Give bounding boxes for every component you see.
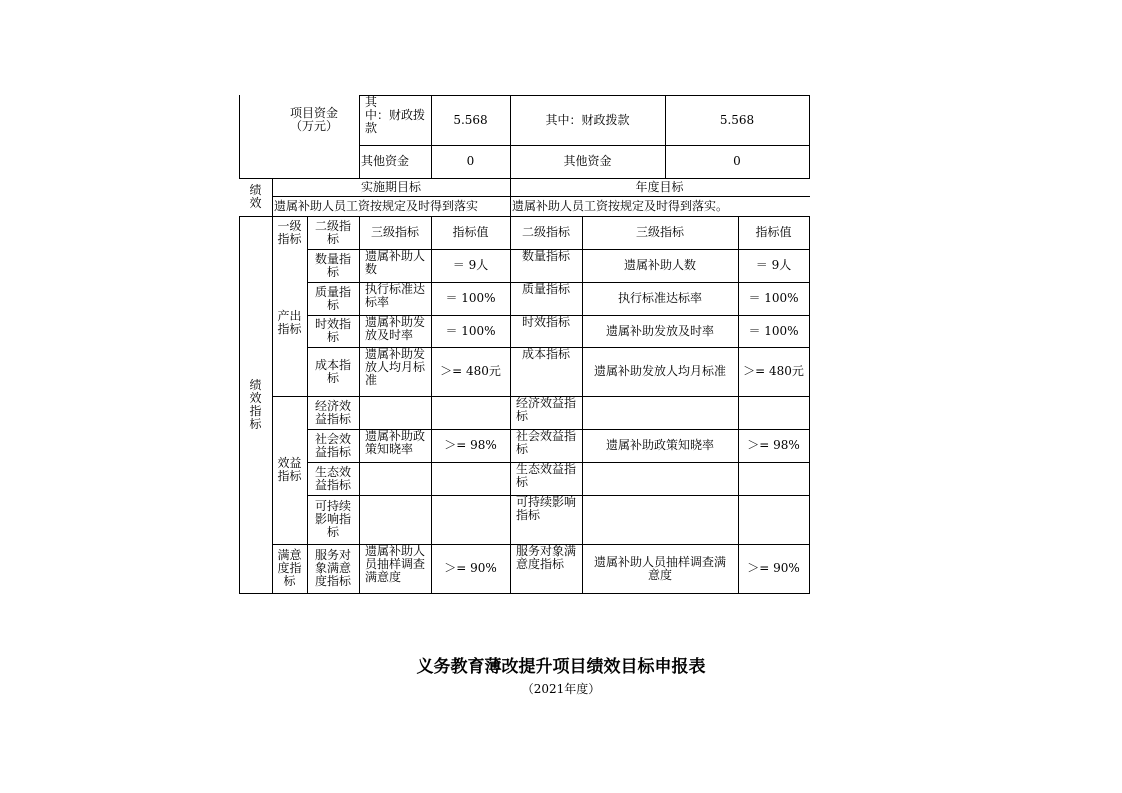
row-level2: 质量指 标 (314, 284, 351, 312)
row-level3-annual: 遗属补助政策知晓率 (605, 438, 714, 452)
indicators-side-label: 绩 效 指 标 (249, 377, 262, 431)
row-value: ＞= 90% (444, 561, 497, 575)
row-value: ＞= 480元 (440, 364, 501, 378)
row-level2: 社会效 益指标 (314, 431, 351, 459)
row-value: ＞= 98% (444, 438, 497, 452)
row-level2-annual: 成本指标 (521, 348, 570, 361)
row-value-annual: ＞= 90% (747, 561, 800, 575)
period-goal-header: 实施期目标 (360, 179, 421, 194)
row-level3-annual (583, 496, 737, 543)
fiscal-value-period: 5.568 (453, 112, 488, 127)
row-level3: 遗属补助发 放及时率 (364, 316, 425, 342)
period-goal-text: 遗属补助人员工资按规定及时得到落实 (274, 198, 479, 213)
row-level2-annual: 经济效益指 标 (515, 397, 576, 423)
row-level2: 生态效 益指标 (314, 464, 351, 492)
satisfaction-indicator-label: 满意 度指 标 (277, 548, 302, 588)
output-indicator-label: 产出 指标 (277, 308, 302, 336)
row-level3-annual (583, 463, 737, 494)
row-value-annual (739, 463, 808, 494)
row-level2-annual: 质量指标 (521, 283, 570, 296)
row-value (432, 496, 509, 543)
other-funds-label-annual: 其他资金 (563, 154, 612, 168)
row-value-annual (739, 496, 808, 543)
row-value-annual: ＝ 9人 (755, 258, 792, 272)
row-level2: 数量指 标 (314, 251, 351, 279)
row-level3-annual: 遗属补助发放及时率 (605, 323, 714, 338)
grid-line (239, 95, 240, 179)
row-value (432, 397, 509, 428)
benefit-indicator-label: 效益 指标 (277, 456, 302, 483)
row-level2: 经济效 益指标 (314, 398, 351, 426)
row-level3: 执行标准达 标率 (364, 283, 425, 309)
annual-goal-text: 遗属补助人员工资按规定及时得到落实。 (512, 198, 729, 213)
value-header: 指标值 (452, 225, 489, 239)
row-value: ＝ 9人 (452, 258, 489, 272)
annual-goal-header: 年度目标 (635, 179, 684, 194)
row-value: ＝ 100% (445, 323, 496, 338)
row-level2-annual: 社会效益指 标 (515, 430, 576, 456)
row-level2: 服务对 象满意 度指标 (314, 548, 351, 588)
row-level2-annual: 生态效益指 标 (515, 463, 576, 489)
fiscal-value-annual: 5.568 (719, 112, 755, 127)
level3-header-annual: 三级指标 (635, 225, 684, 239)
row-level3: 遗属补助政 策知晓率 (364, 430, 425, 456)
grid-line (239, 593, 810, 594)
project-funds-label: 项目资金 （万元） (289, 106, 338, 133)
of-which-fiscal-label: 其 中：财政拨 款 (364, 96, 425, 135)
level1-header: 一级 指标 (277, 218, 302, 246)
grid-line (809, 95, 810, 179)
fiscal-label-annual: 其中：财政拨款 (545, 112, 630, 127)
row-level2: 时效指 标 (314, 317, 351, 344)
other-funds-value-annual: 0 (733, 154, 741, 168)
row-level2-annual: 数量指标 (521, 250, 570, 263)
row-level3-annual: 遗属补助人数 (623, 258, 696, 272)
row-level3 (360, 397, 430, 428)
row-value: ＝ 100% (445, 291, 496, 305)
row-level3-annual (583, 397, 737, 428)
level2-header: 二级指 标 (314, 218, 351, 246)
row-level3 (360, 496, 430, 543)
row-level2-annual: 可持续影响 指标 (515, 496, 576, 522)
row-level2: 成本指 标 (314, 357, 351, 385)
value-header-annual: 指标值 (755, 225, 792, 239)
row-value-annual: ＝ 100% (748, 323, 799, 338)
row-level3-annual: 遗属补助发放人均月标准 (593, 364, 726, 378)
row-level3: 遗属补助人 数 (364, 250, 425, 276)
row-level2-annual: 时效指标 (521, 316, 570, 329)
row-level3-annual: 遗属补助人员抽样调查满 意度 (593, 554, 726, 582)
row-value-annual: ＞= 480元 (743, 364, 804, 378)
row-value-annual: ＞= 98% (747, 438, 800, 452)
row-level3: 遗属补助发 放人均月标 准 (364, 348, 425, 387)
grid-line (809, 216, 810, 594)
row-level2: 可持续 影响指 标 (314, 499, 351, 539)
goals-side-label: 绩 效 (249, 183, 262, 210)
row-value (432, 463, 509, 494)
form-title: 义务教育薄改提升项目绩效目标申报表 (416, 657, 706, 677)
other-funds-value-period: 0 (466, 154, 475, 168)
level3-header: 三级指标 (370, 225, 419, 239)
form-year: （2021年度） (521, 682, 601, 696)
row-level2-annual: 服务对象满 意度指标 (515, 545, 576, 571)
level2-header-annual: 二级指标 (521, 225, 570, 239)
row-level3: 遗属补助人 员抽样调查 满意度 (364, 545, 425, 584)
other-funds-label-period: 其他资金 (361, 154, 410, 168)
row-value-annual (739, 397, 808, 428)
row-value-annual: ＝ 100% (748, 291, 799, 305)
row-level3 (360, 463, 430, 494)
row-level3-annual: 执行标准达标率 (617, 291, 702, 305)
